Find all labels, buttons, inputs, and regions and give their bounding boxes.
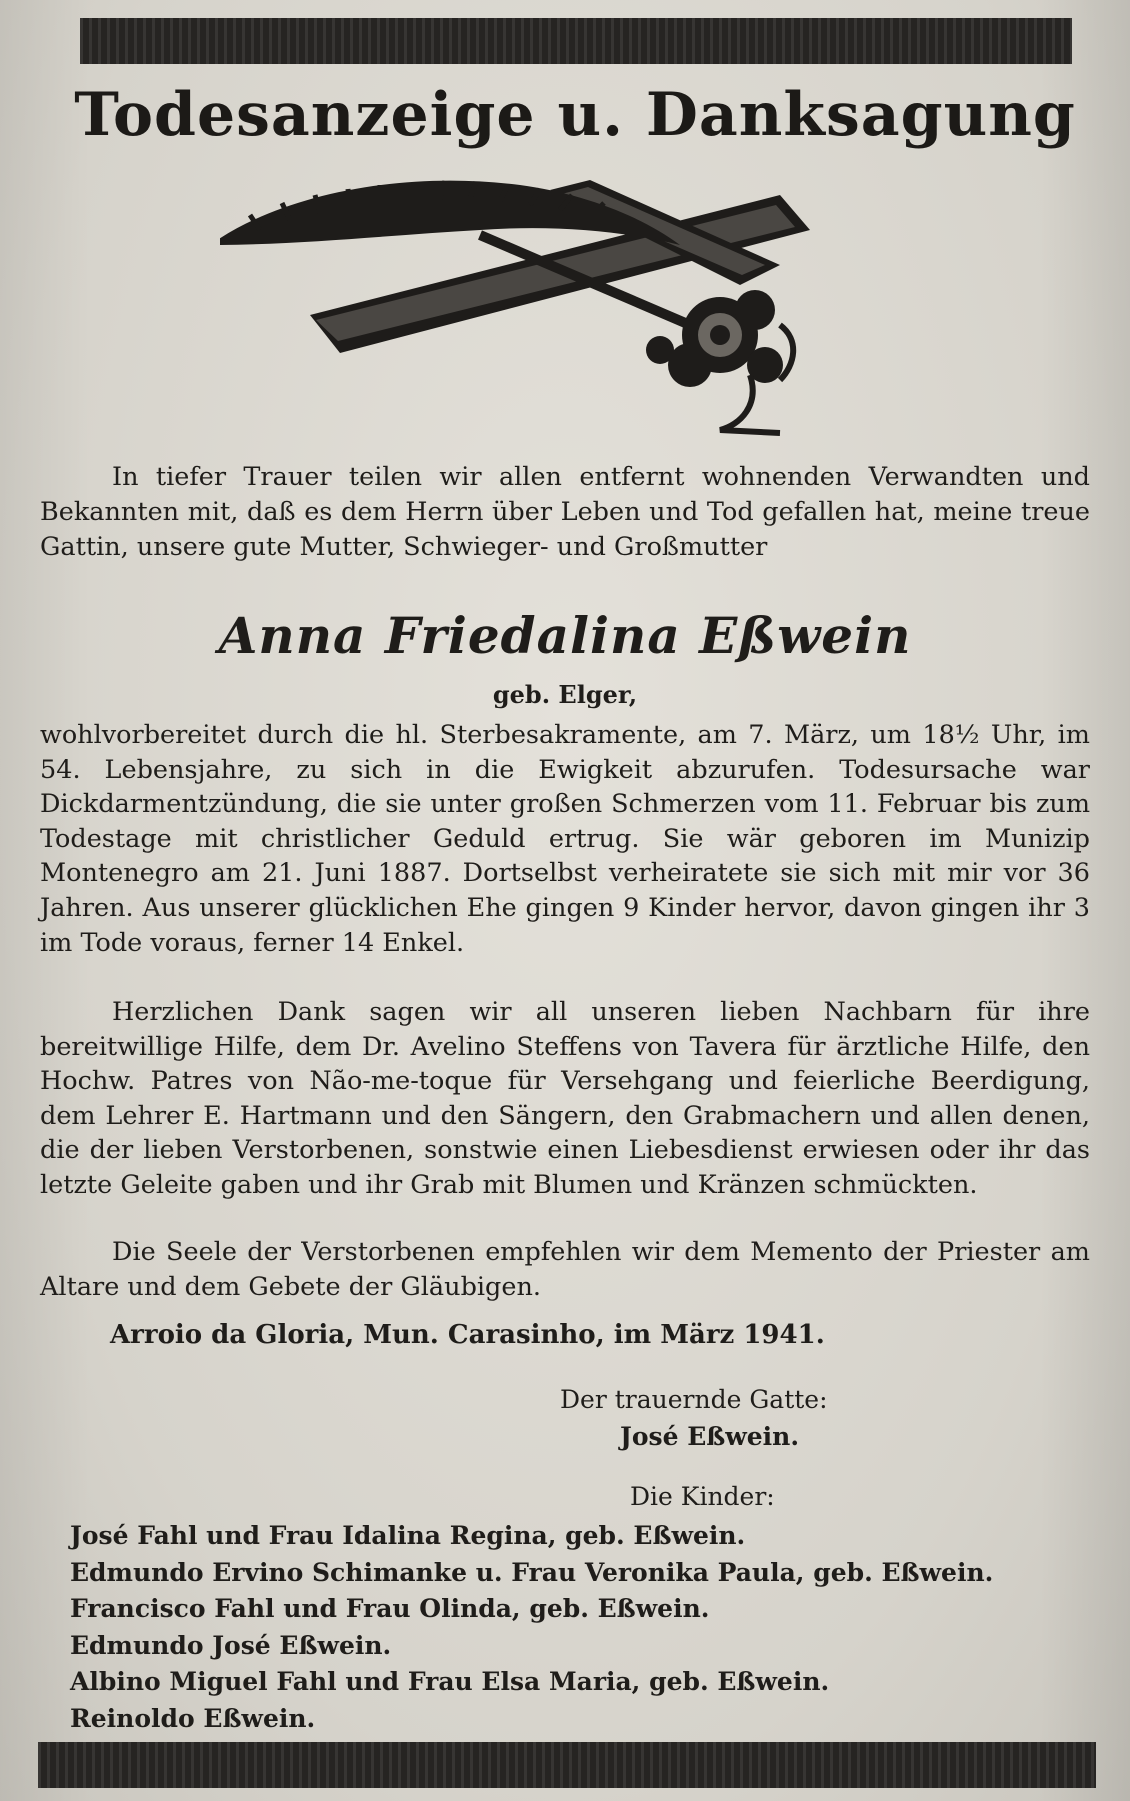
thanks-paragraph: Herzlichen Dank sagen wir all unseren lieben Nachbarn für ihre bereitwillige Hilfe, dem Dr. Avelino Steffens von Tavera für ärztliche Hilfe, den Hochw. Patres von Não-me-toque für Versehgang und feierliche Beerdigung, dem Lehrer E. Hartmann und den Sängern, den Grabmachern und allen denen, die der lieben Verstorbenen, sonstwie einen Liebesdienst erwiesen oder ihr das letzte Geleite gaben und ihr Grab mit Blumen und Kränzen schmückten. (40, 997, 1090, 1200)
intro-paragraph: In tiefer Trauer teilen wir allen entfernt wohnenden Verwandten und Bekannten mit, daß es dem Herrn über Leben und Tod gefallen hat, meine treue Gattin, unsere gute Mutter, Schwieger- und Großmutter (40, 462, 1090, 562)
list-item: José Fahl und Frau Idalina Regina, geb. Eßwein. (70, 1521, 746, 1550)
list-item: Edmundo Ervino Schimanke u. Frau Veronika Paula, geb. Eßwein. (70, 1557, 994, 1587)
list-item: Edmundo José Eßwein. (70, 1630, 392, 1660)
cross-palm-icon (220, 175, 940, 455)
top-border-bar (80, 18, 1072, 64)
widower-name: José Eßwein. (620, 1422, 800, 1451)
deceased-name: Anna Friedalina Eßwein (218, 606, 912, 665)
widower-label: Der trauernde Gatte: (560, 1385, 828, 1414)
maiden-name: geb. Elger, (492, 680, 638, 709)
prayer-paragraph: Die Seele der Verstorbenen empfehlen wir dem Memento der Priester am Altare und dem Gebete der Gläubigen. (40, 1237, 1090, 1302)
list-item: Reinoldo Eßwein. (70, 1703, 316, 1733)
list-item: Francisco Fahl und Frau Olinda, geb. Eßwein. (70, 1594, 710, 1623)
place-date: Arroio da Gloria, Mun. Carasinho, im März 1941. (110, 1320, 825, 1350)
obituary-paragraph: wohlvorbereitet durch die hl. Sterbesakramente, am 7. März, um 18½ Uhr, im 54. Lebensjahre, zu sich in die Ewigkeit abzurufen. Todesursache war Dickdarmentzündung, die sie unter großen Schmerzen vom 11. Februar bis zum Todestage mit christlicher Geduld ertrug. Sie wär geboren im Munizip Montenegro am 21. Juni 1887. Dortselbst verheiratete sie sich mit mir vor 36 Jahren. Aus unserer glücklichen Ehe gingen 9 Kinder hervor, davon gingen ihr 3 im Tode voraus, ferner 14 Enkel. (40, 720, 1090, 958)
bottom-border-bar (38, 1742, 1096, 1788)
notice-title: Todesanzeige u. Danksagung (74, 80, 1076, 150)
list-item: Albino Miguel Fahl und Frau Elsa Maria, geb. Eßwein. (70, 1667, 830, 1696)
children-label: Die Kinder: (630, 1482, 775, 1511)
children-list (70, 1518, 1110, 1737)
